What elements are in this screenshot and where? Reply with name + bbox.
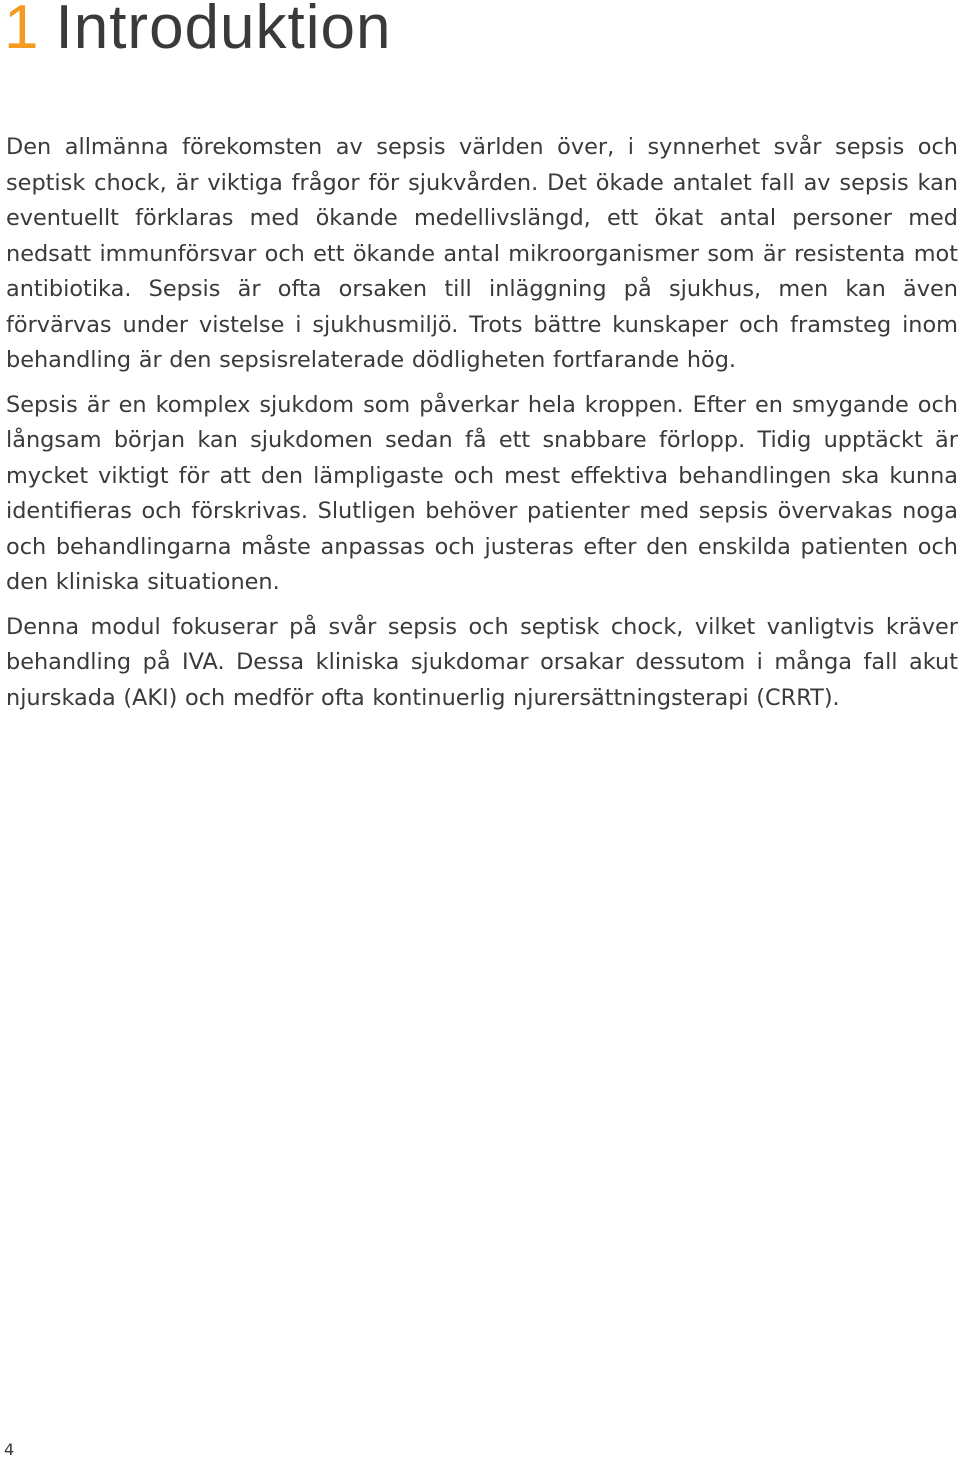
paragraph-disease-course: Sepsis är en komplex sjukdom som påverkar hela kroppen. Efter en smygande och långsam början kan sjukdomen sedan få ett snabbare förlopp. Tidig upptäckt är mycket viktigt för att den lämpligaste och mest effektiva behandlingen ska kunna identifieras och förskrivas. Slutligen behöver patienter med sepsis övervakas noga och behandlingarna måste anpassas och justeras efter den enskilda patienten och den kliniska situationen. <box>6 391 958 595</box>
chapter-title: Introduktion <box>55 0 392 62</box>
page-number: 4 <box>4 1440 15 1459</box>
paragraph-module-focus: Denna modul fokuserar på svår sepsis och septisk chock, vilket vanligtvis kräver behandling på IVA. Dessa kliniska sjukdomar orsakar dessutom i många fall akut njurskada (AKI) och medför ofta kontinuerlig njurersättningsterapi (CRRT). <box>6 613 958 711</box>
chapter-number: 1 <box>4 0 40 62</box>
body-text <box>6 130 958 725</box>
chapter-heading <box>4 0 391 64</box>
paragraph-prevalence: Den allmänna förekomsten av sepsis världen över, i synnerhet svår sepsis och septisk chock, är viktiga frågor för sjukvården. Det ökade antalet fall av sepsis kan eventuellt förklaras med ökande medellivslängd, ett ökat antal personer med nedsatt immunförsvar och ett ökande antal mikroorganismer som är resistenta mot antibiotika. Sepsis är ofta orsaken till inläggning på sjukhus, men kan även förvärvas under vistelse i sjukhusmiljö. Trots bättre kunskaper och framsteg inom behandling är den sepsisrelaterade dödligheten fortfarande hög. <box>6 134 958 373</box>
